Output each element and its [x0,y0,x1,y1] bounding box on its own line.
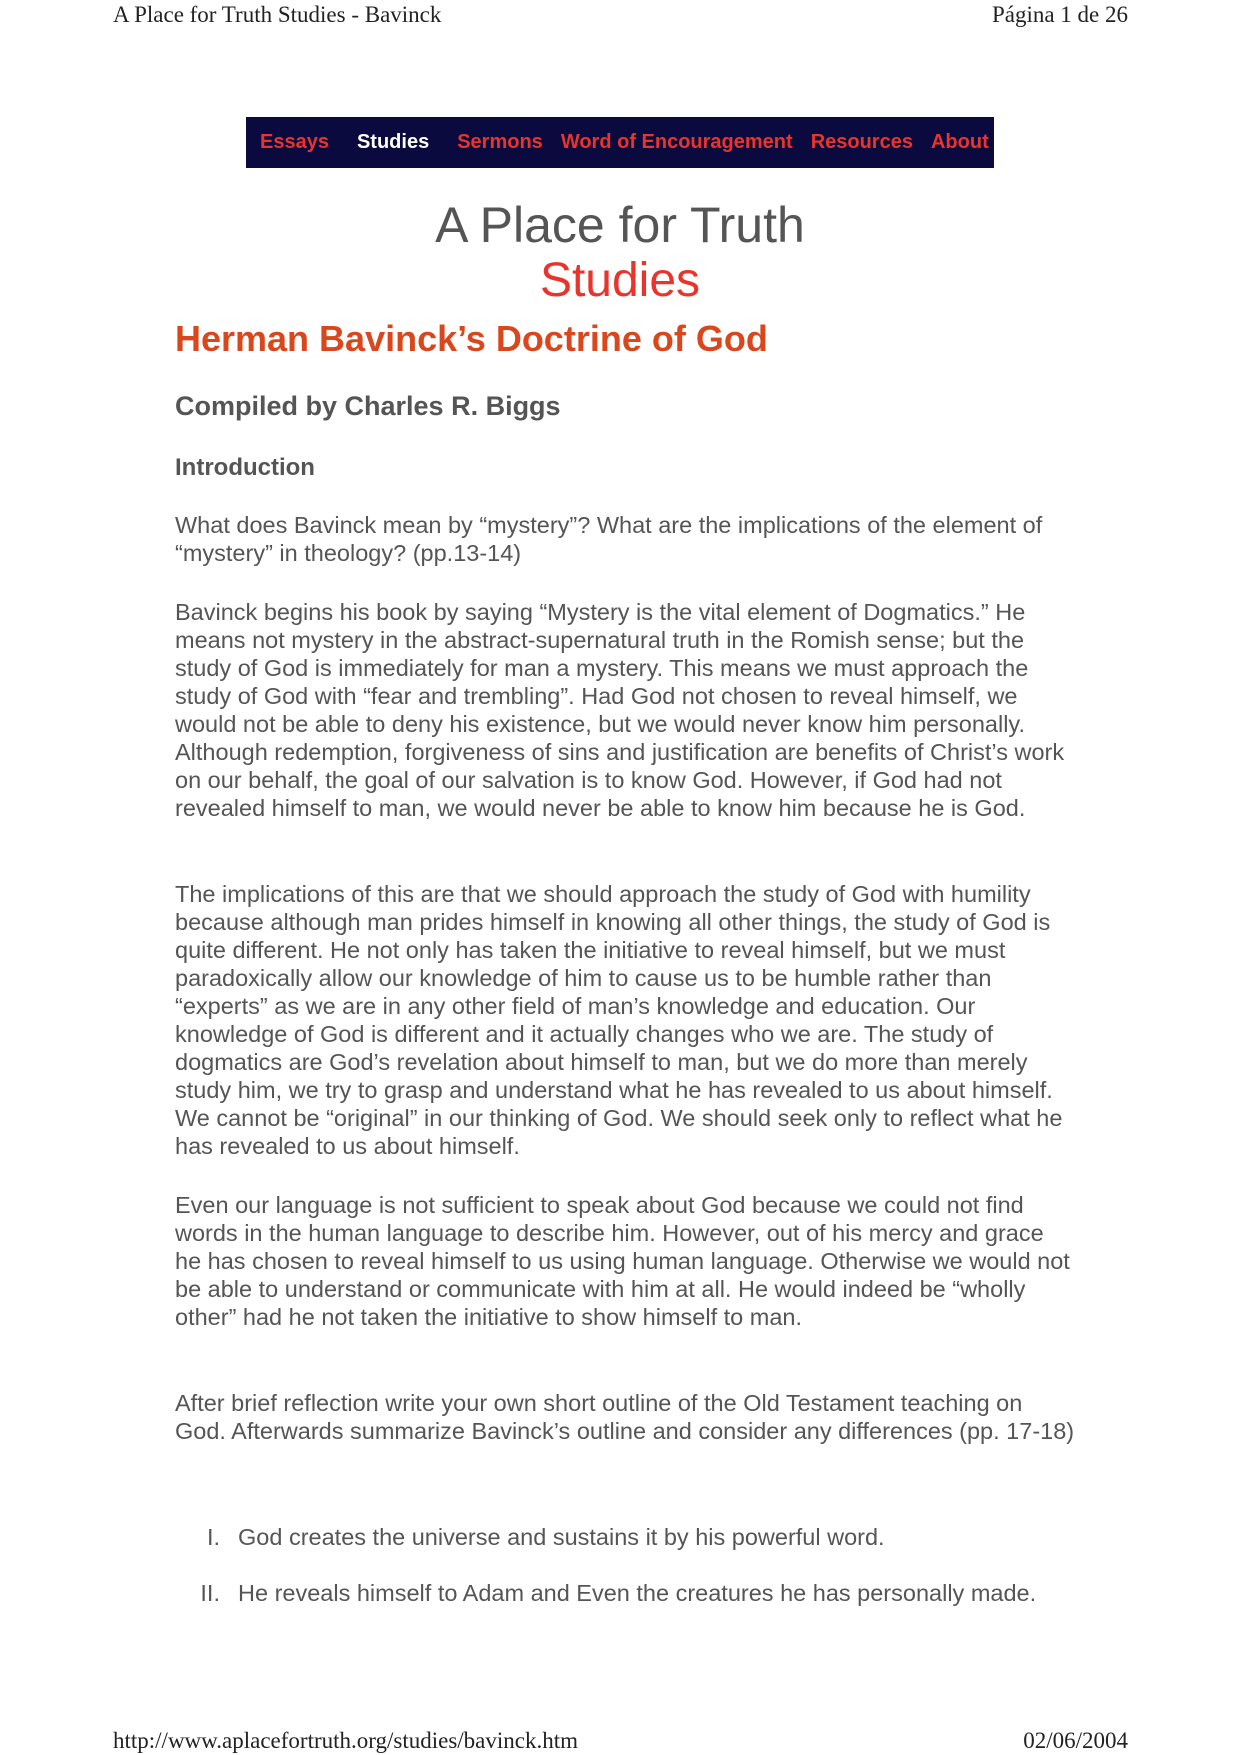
list-item-number: II. [200,1580,220,1606]
print-footer-url: http://www.aplacefortruth.org/studies/bavinck.htm [113,1728,579,1753]
list-item-text: God creates the universe and sustains it by his powerful word. [238,1524,885,1550]
paragraph-implications: The implications of this are that we should approach the study of God with humility because although man prides himself in knowing all other things, the study of God is quite different. He not only has taken the initiative to reveal himself, but we must paradoxically allow our knowledge of him to cause us to be humble rather than “experts” as we are in any other field of man’s knowledge and education. Our knowledge of God is different and it actually changes who we are. The study of dogmatics are God’s revelation about himself to man, but we do more than merely study him, we try to grasp and understand what he has revealed to us about himself. We cannot be “original” in our thinking of God. We should seek only to reflect what he has revealed to us about himself. [175,881,1063,1159]
nav-essays-link[interactable]: Essays [260,131,329,153]
document-title: Herman Bavinck’s Doctrine of God [175,318,768,359]
paragraph-outline-prompt: After brief reflection write your own short outline of the Old Testament teaching on God. Afterwards summarize Bavinck’s outline and consider any differences (pp. 17-18) [175,1390,1075,1444]
paragraph-question-mystery: What does Bavinck mean by “mystery”? What are the implications of the element of “mystery” in theology? (pp.13-14) [175,512,1043,566]
nav-sermons-link[interactable]: Sermons [457,131,543,153]
site-title: A Place for Truth [435,197,805,253]
nav-word-of-encouragement-link[interactable]: Word of Encouragement [560,131,793,153]
paragraph-language: Even our language is not sufficient to speak about God because we could not find words in the human language to describe him. However, out of his mercy and grace he has chosen to reveal himself to us using human language. Otherwise we would not be able to understand or communicate with him at all. He would indeed be “wholly other” had he not taken the initiative to show himself to man. [175,1192,1070,1330]
list-item-text: He reveals himself to Adam and Even the creatures he has personally made. [238,1580,1037,1606]
introduction-heading: Introduction [175,454,315,481]
nav-resources-link[interactable]: Resources [810,131,913,153]
nav-about-link[interactable]: About [930,131,989,153]
print-footer-date: 02/06/2004 [1023,1728,1128,1753]
site-navbar [246,117,994,168]
section-title: Studies [539,254,701,307]
paragraph-mystery-vital: Bavinck begins his book by saying “Mystery is the vital element of Dogmatics.” He means not mystery in the abstract-supernatural truth in the Romish sense; but the study of God is immediately for man a mystery. This means we must approach the study of God with “fear and trembling”. Had God not chosen to reveal himself, we would not be able to deny his existence, but we would never know him personally. Although redemption, forgiveness of sins and justification are benefits of Christ’s work on our behalf, the goal of our salvation is to know God. However, if God had not revealed himself to man, we would never be able to know him because he is God. [175,599,1065,821]
nav-studies-link[interactable]: Studies [356,131,430,153]
print-header-page: Página 1 de 26 [991,2,1128,27]
compiled-by: Compiled by Charles R. Biggs [175,391,561,421]
print-header-title: A Place for Truth Studies - Bavinck [113,2,442,27]
list-item-number: I. [206,1524,220,1550]
